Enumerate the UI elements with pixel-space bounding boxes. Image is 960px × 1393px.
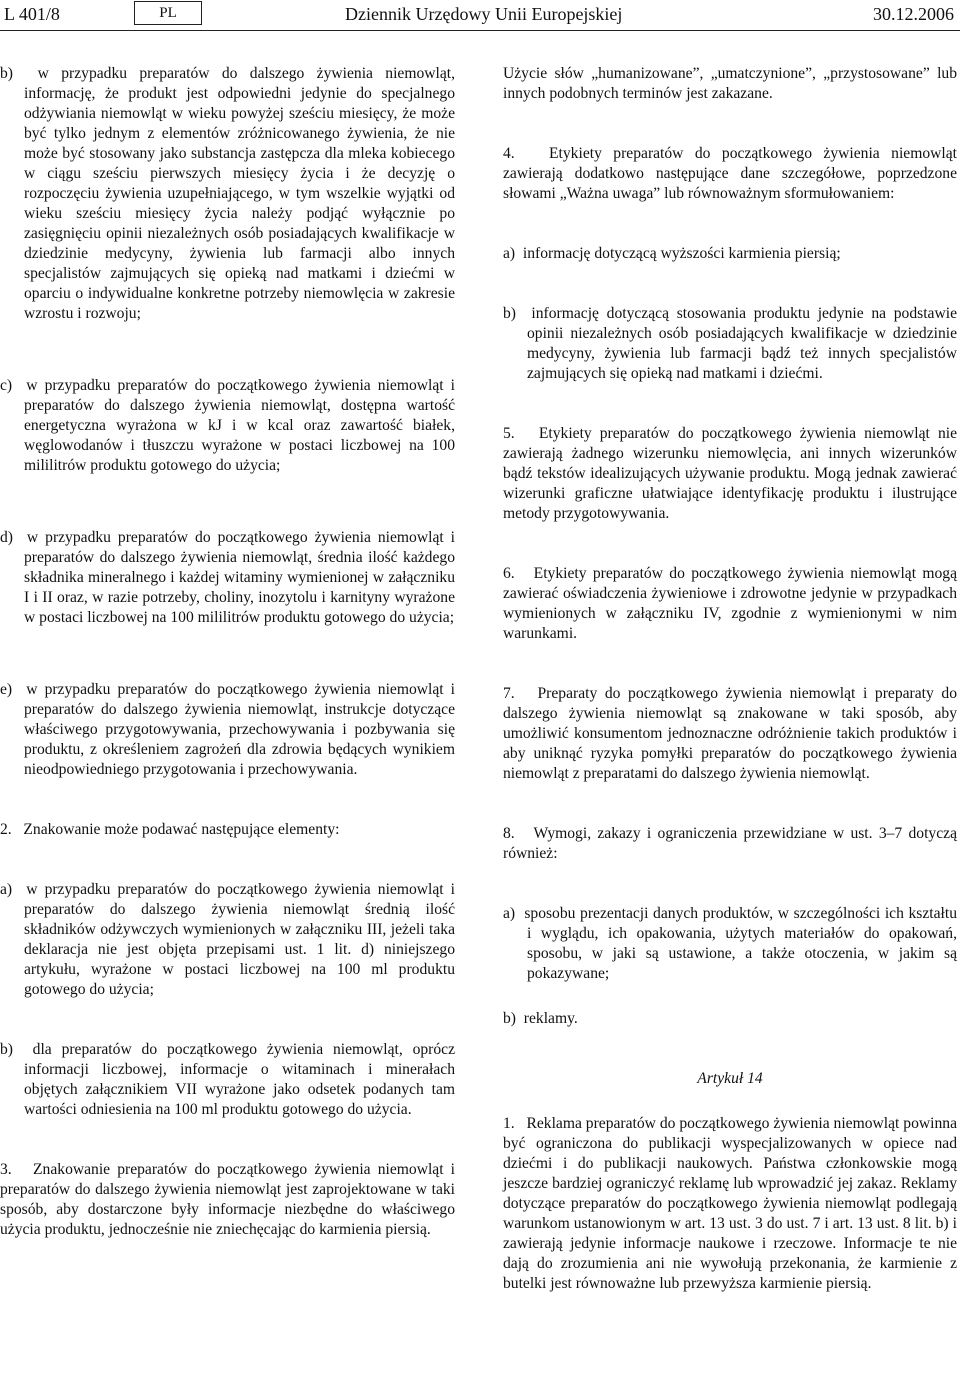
right-column: [503, 64, 957, 1294]
paragraph-8-point-a: a) sposobu prezentacji danych produktów, w szczególności ich kształtu i wyglądu, ich opakowania, użytych materiałów do opakowań, sposobu, w jaki są ustawione, a także otoczenia, w jakim są pokazywane;: [503, 905, 957, 982]
paragraph-4-point-a: a) informację dotyczącą wyższości karmienia piersią;: [503, 245, 841, 262]
page-header: [0, 0, 960, 34]
intro-paragraph: Użycie słów „humanizowane”, „umatczynione”, „przystosowane” lub innych podobnych terminów jest zakazane.: [503, 65, 957, 102]
header-rule: [0, 30, 960, 31]
page-number: L 401/8: [4, 4, 60, 24]
point-d: d) w przypadku preparatów do początkowego żywienia niemowląt i preparatów do dalszego żywienia niemowląt, średnia ilość każdego składnika mineralnego i każdej witaminy wymienionej w załączniku I i II oraz, w razie potrzeby, choliny, inozytolu i karnityny wyrażone w postaci liczbowej na 100 mililitrów produktu gotowego do użycia;: [0, 529, 455, 626]
point-e: e) w przypadku preparatów do początkowego żywienia niemowląt i preparatów do dalszego żywienia niemowląt, instrukcje dotyczące właściwego przygotowywania, przechowywania i pozbywania się produktu, z określeniem zagrożeń dla zdrowia będących wynikiem nieodpowiedniego przygotowania i przechowywania.: [0, 681, 455, 778]
point-b: b) w przypadku preparatów do dalszego żywienia niemowląt, informację, że produkt jest odpowiedni jedynie do specjalnego odżywiania niemowląt w wieku powyżej sześciu miesięcy, że może być tylko jednym z elementów zróżnicowanego żywienia, że nie może być stosowany jako substancja zastępcza dla mleka kobiecego w ciągu sześciu pierwszych miesięcy życia i że decyzję o rozpoczęciu żywienia uzupełniającego, w tym wszelkie wyjątki od wieku sześciu miesięcy życia należy podjąć wyłącznie po zasięgnięciu opinii niezależnych osób posiadających kwalifikacje w dziedzinie medycyny, żywienia lub farmacji albo innych specjalistów zajmujących się opieką nad matkami i dziećmi w oparciu o indywidualne konkretne potrzeby niemowlęcia w zakresie wzrostu i rozwoju;: [0, 65, 455, 322]
paragraph-4-point-b: b) informację dotyczącą stosowania produktu jedynie na podstawie opinii niezależnych osób posiadających kwalifikacje w dziedzinie medycyny, żywienia lub farmacji bądź też innych specjalistów zajmujących się opieką nad matkami i dziećmi.: [503, 305, 957, 382]
paragraph-5: 5. Etykiety preparatów do początkowego żywienia niemowląt nie zawierają żadnego wizerunku niemowlęcia, ani innych wizerunków bądź tekstów idealizujących używanie produktu. Mogą jednak zawierać wizerunki graficzne ułatwiające identyfikację produktu i ilustrujące metody przygotowywania.: [503, 425, 957, 522]
article-14-title: Artykuł 14: [697, 1070, 763, 1087]
paragraph-6: 6. Etykiety preparatów do początkowego żywienia niemowląt mogą zawierać oświadczenia żywieniowe i zdrowotne jedynie w przypadkach wymienionych w załączniku IV, zgodnie z wymienionymi w nim warunkami.: [503, 565, 957, 642]
paragraph-8-point-b: b) reklamy.: [503, 1010, 578, 1027]
left-column: [0, 64, 455, 1240]
paragraph-3: 3. Znakowanie preparatów do początkowego żywienia niemowląt i preparatów do dalszego żywienia niemowląt jest zaprojektowane w taki sposób, aby dostarczone były informacje niezbędne do właściwego użycia produktu, jednocześnie nie zniechęcając do karmienia piersią.: [0, 1161, 455, 1238]
paragraph-2-point-a: a) w przypadku preparatów do początkowego żywienia niemowląt i preparatów do dalszego żywienia niemowląt średnią ilość składników odżywczych wymienionych w załączniku III, jeżeli taka deklaracja nie jest objęta przepisami ust. 1 lit. d) niniejszego artykułu, wyrażone w postaci liczbowej na 100 ml produktu gotowego do użycia;: [0, 881, 455, 998]
point-c: c) w przypadku preparatów do początkowego żywienia niemowląt i preparatów do dalszego żywienia niemowląt, dostępna wartość energetyczna wyrażona w kJ i w kcal oraz zawartość białek, węglowodanów i tłuszczu wyrażone w postaci liczbowej na 100 mililitrów produktu gotowego do użycia;: [0, 377, 455, 474]
paragraph-7: 7. Preparaty do początkowego żywienia niemowląt i preparaty do dalszego żywienia niemowląt są znakowane w taki sposób, aby umożliwić konsumentom jednoznaczne odróżnienie takich produktów i aby uniknąć ryzyka pomyłki preparatów do początkowego żywienia niemowląt z preparatami do dalszego żywienia niemowląt.: [503, 685, 957, 782]
paragraph-2-point-b: b) dla preparatów do początkowego żywienia niemowląt, oprócz informacji liczbowej, informacje o witaminach i minerałach objętych załącznikiem VII wyrażone jako odsetek podanych tam wartości odniesienia na 100 ml produktu gotowego do użycia.: [0, 1041, 455, 1118]
article-14-paragraph-1: 1. Reklama preparatów do początkowego żywienia niemowląt powinna być ograniczona do publikacji wyspecjalizowanych w opiece nad dziećmi i do publikacji naukowych. Państwa członkowskie mogą jeszcze bardziej ograniczyć reklamę lub wprowadzić jej zakaz. Reklamy dotyczące preparatów do początkowego żywienia niemowląt podlegają warunkom ustanowionym w art. 13 ust. 3 do ust. 7 i art. 13 ust. 8 lit. b) i zawierają jedynie informacje naukowe i rzeczowe. Informacje te nie dają do zrozumienia ani nie wywołują przekonania, że karmienie z butelki jest równoważne lub przewyższa karmienie piersią.: [503, 1115, 957, 1292]
publication-date: 30.12.2006: [873, 4, 954, 24]
paragraph-8: 8. Wymogi, zakazy i ograniczenia przewidziane w ust. 3–7 dotyczą również:: [503, 825, 957, 862]
paragraph-2: 2. Znakowanie może podawać następujące elementy:: [0, 821, 340, 838]
language-badge: PL: [134, 1, 202, 25]
journal-title: Dziennik Urzędowy Unii Europejskiej: [345, 4, 623, 24]
paragraph-4: 4. Etykiety preparatów do początkowego żywienia niemowląt zawierają dodatkowo następujące dane szczegółowe, poprzedzone słowami „Ważna uwaga” lub równoważnym sformułowaniem:: [503, 145, 957, 202]
